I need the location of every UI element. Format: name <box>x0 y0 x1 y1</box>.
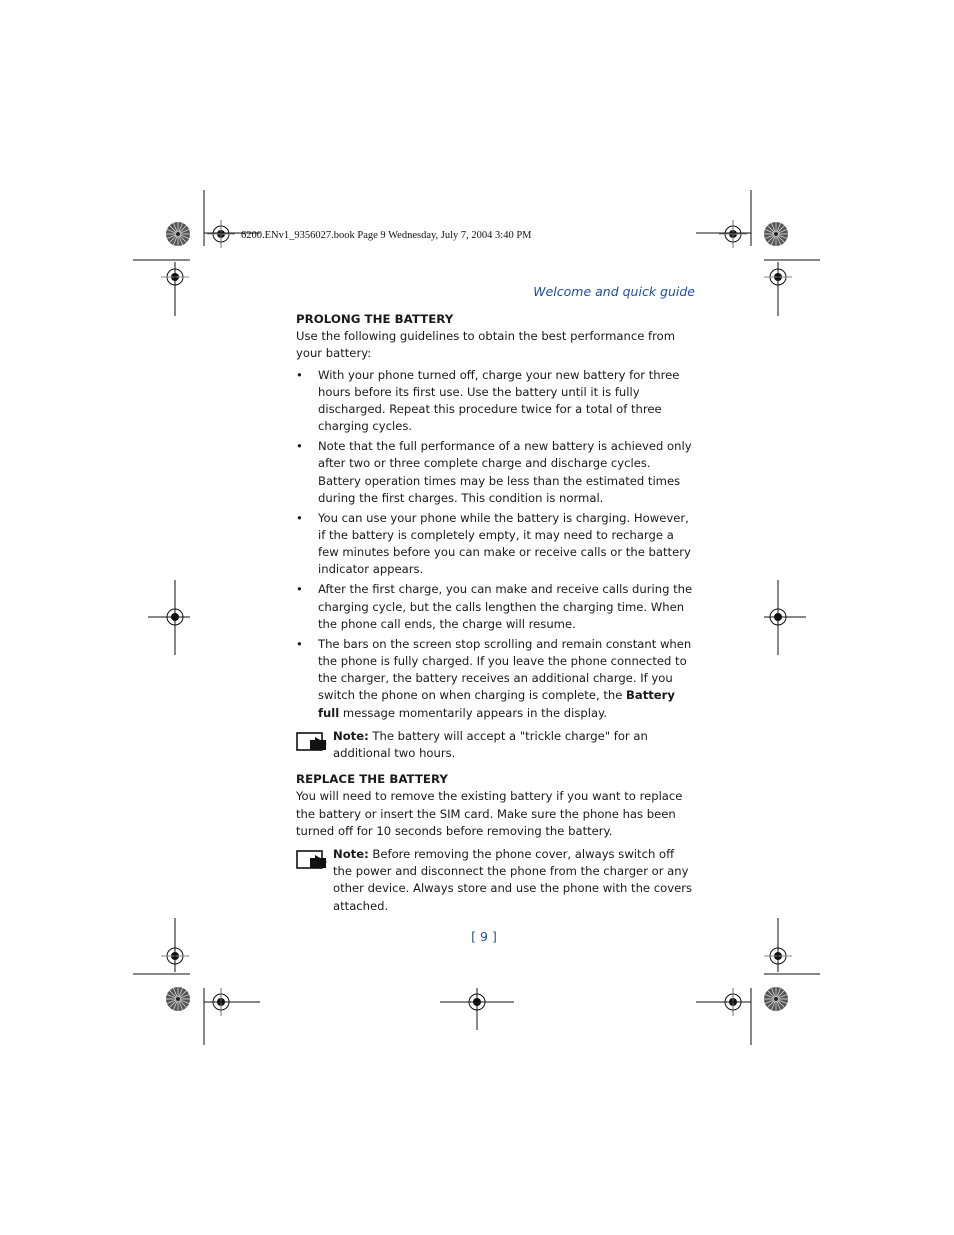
print-slug: 6200.ENv1_9356027.book Page 9 Wednesday, July 7, 2004 3:40 PM <box>241 230 532 241</box>
registration-mark-icon <box>207 220 235 248</box>
list-item-text: You can use your phone while the battery is charging. However, if the battery is completely empty, it may need to recharge a few minutes before you can make or receive calls or the battery indicator appears. <box>318 510 691 577</box>
list-item <box>296 510 696 579</box>
note-label: Note: <box>333 847 369 862</box>
note-text: The battery will accept a "trickle charge" for an additional two hours. <box>333 728 648 761</box>
list-item <box>296 581 696 633</box>
bullet-icon: • <box>296 510 303 525</box>
bullet-icon: • <box>296 367 303 382</box>
list-item-text: Note that the full performance of a new battery is achieved only after two or three complete charge and discharge cycles. Battery operation times may be less than the estimated times during the first charges. This condition is normal. <box>318 439 692 505</box>
list-item <box>296 438 696 507</box>
note-label: Note: <box>333 728 369 743</box>
section-intro: Use the following guidelines to obtain the best performance from your battery: <box>296 329 676 361</box>
section-body: You will need to remove the existing battery if you want to replace the battery or insert the SIM card. Make sure the phone has been turned off for 10 seconds before removing the battery. <box>296 789 683 838</box>
page-number: [ 9 ] <box>471 929 497 944</box>
battery-full-term: Battery full <box>318 688 675 720</box>
guideline-list <box>296 367 696 722</box>
bullet-icon: • <box>296 636 303 651</box>
note-icon <box>296 730 328 752</box>
running-head: Welcome and quick guide <box>533 284 695 299</box>
list-item <box>296 367 696 436</box>
note-block <box>296 846 696 915</box>
bullet-icon: • <box>296 582 303 597</box>
list-item-text: The bars on the screen stop scrolling and remain constant when the phone is fully charged. If you leave the phone connected to the charger, the battery receives an additional charge. If you switch the phone on when charging is complete, the <box>318 636 692 703</box>
note-block <box>296 728 696 762</box>
color-target-icon <box>166 987 190 1011</box>
list-item-text: After the first charge, you can make and receive calls during the charging cycle, but the calls lengthen the charging time. When the phone call ends, the charge will resume. <box>318 582 693 631</box>
note-icon <box>296 848 328 870</box>
list-item <box>296 636 696 722</box>
bullet-icon: • <box>296 439 303 454</box>
list-item-text: With your phone turned off, charge your new battery for three hours before its first use. Use the battery until it is fully discharged. Repeat this procedure twice for a total of three charging cycles. <box>318 367 680 434</box>
color-target-icon <box>764 222 788 246</box>
page-content <box>296 311 696 915</box>
list-item-text: message momentarily appears in the display. <box>339 705 608 720</box>
section-replace-battery <box>296 771 696 840</box>
color-target-icon <box>166 222 190 246</box>
note-text: Before removing the phone cover, always switch off the power and disconnect the phone from the charger or any other device. Always store and use the phone with the covers attached. <box>333 847 693 913</box>
registration-mark-icon <box>719 220 747 248</box>
section-title: REPLACE THE BATTERY <box>296 772 448 787</box>
color-target-icon <box>764 987 788 1011</box>
section-title: PROLONG THE BATTERY <box>296 312 454 326</box>
